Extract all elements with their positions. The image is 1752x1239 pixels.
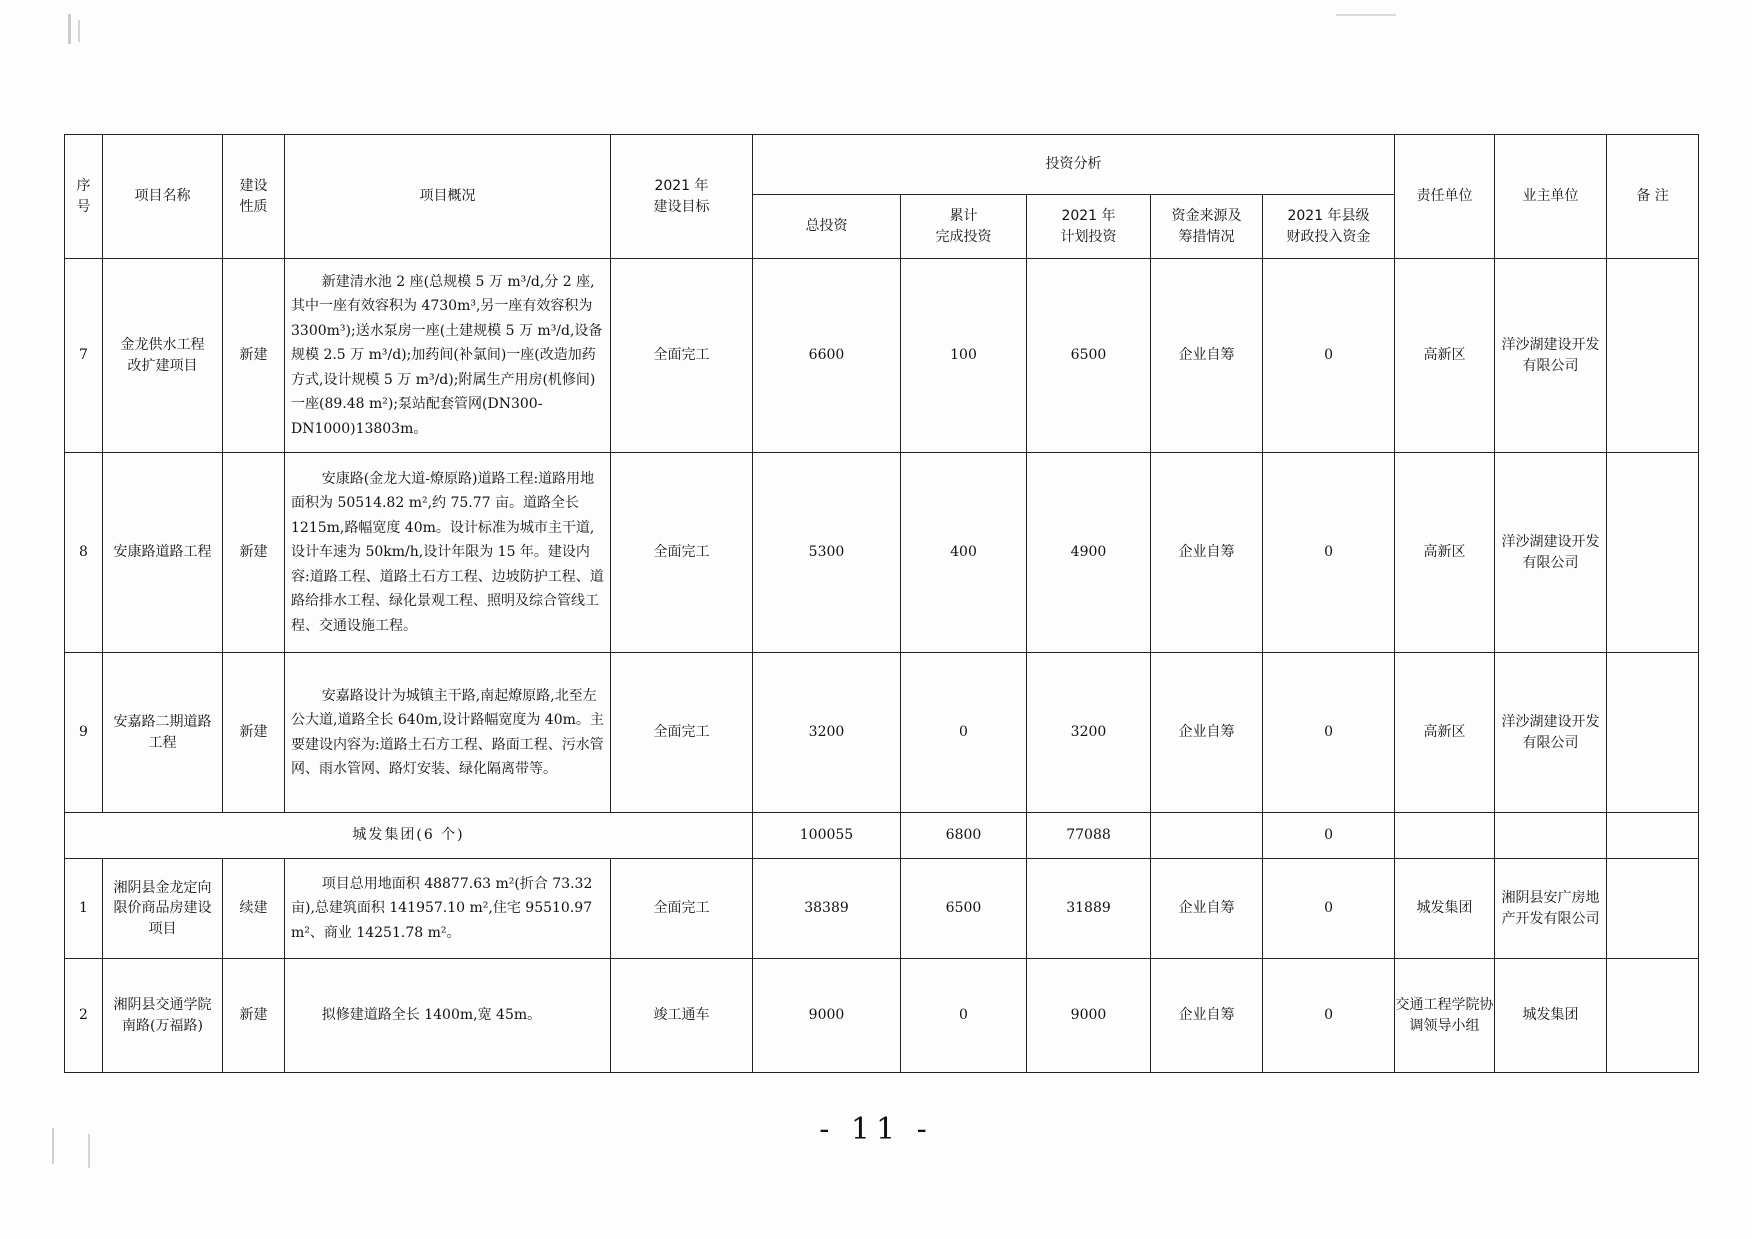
cell-name: 湘阴县交通学院 南路(万福路) [103, 959, 223, 1073]
scan-mark-top-right [1336, 14, 1396, 16]
header-total: 总投资 [753, 195, 901, 259]
cell-responsible: 高新区 [1395, 653, 1495, 813]
cell-responsible: 高新区 [1395, 453, 1495, 653]
cell-remark [1607, 653, 1699, 813]
scan-mark-top-left [68, 14, 71, 44]
cell-target: 全面完工 [611, 653, 753, 813]
cell-plan: 9000 [1027, 959, 1151, 1073]
cell-plan: 6500 [1027, 259, 1151, 453]
cell-total: 38389 [753, 859, 901, 959]
cell-cumulative: 0 [901, 959, 1027, 1073]
header-cumulative: 累计 完成投资 [901, 195, 1027, 259]
group-subtotal-row [65, 813, 1699, 859]
cell-name: 金龙供水工程 改扩建项目 [103, 259, 223, 453]
cell-plan: 31889 [1027, 859, 1151, 959]
cell-cumulative: 0 [901, 653, 1027, 813]
group-responsible [1395, 813, 1495, 859]
cell-target: 全面完工 [611, 453, 753, 653]
table-row [65, 959, 1699, 1073]
cell-nature: 新建 [223, 959, 285, 1073]
table-row [65, 453, 1699, 653]
cell-target: 全面完工 [611, 859, 753, 959]
header-row-1 [65, 135, 1699, 195]
header-responsible: 责任单位 [1395, 135, 1495, 259]
cell-source: 企业自筹 [1151, 259, 1263, 453]
cell-cumulative: 400 [901, 453, 1027, 653]
cell-plan: 4900 [1027, 453, 1151, 653]
group-source [1151, 813, 1263, 859]
header-target: 2021 年 建设目标 [611, 135, 753, 259]
cell-total: 3200 [753, 653, 901, 813]
cell-fiscal: 0 [1263, 653, 1395, 813]
cell-source: 企业自筹 [1151, 959, 1263, 1073]
cell-name: 安嘉路二期道路 工程 [103, 653, 223, 813]
header-name: 项目名称 [103, 135, 223, 259]
header-invest-group: 投资分析 [753, 135, 1395, 195]
cell-seq: 2 [65, 959, 103, 1073]
cell-nature: 新建 [223, 653, 285, 813]
cell-owner: 洋沙湖建设开发 有限公司 [1495, 453, 1607, 653]
header-plan: 2021 年 计划投资 [1027, 195, 1151, 259]
cell-nature: 新建 [223, 259, 285, 453]
cell-responsible: 高新区 [1395, 259, 1495, 453]
cell-source: 企业自筹 [1151, 653, 1263, 813]
header-source: 资金来源及 筹措情况 [1151, 195, 1263, 259]
cell-name: 安康路道路工程 [103, 453, 223, 653]
cell-owner: 洋沙湖建设开发 有限公司 [1495, 259, 1607, 453]
cell-target: 全面完工 [611, 259, 753, 453]
cell-owner: 城发集团 [1495, 959, 1607, 1073]
header-overview: 项目概况 [285, 135, 611, 259]
group-cumulative: 6800 [901, 813, 1027, 859]
header-seq: 序 号 [65, 135, 103, 259]
cell-total: 6600 [753, 259, 901, 453]
cell-overview: 项目总用地面积 48877.63 m²(折合 73.32 亩),总建筑面积 141957.10 m²,住宅 95510.97 m²、商业 14251.78 m²。 [285, 859, 611, 959]
header-remark: 备 注 [1607, 135, 1699, 259]
group-owner [1495, 813, 1607, 859]
group-remark [1607, 813, 1699, 859]
table-row [65, 859, 1699, 959]
table-row [65, 653, 1699, 813]
cell-source: 企业自筹 [1151, 859, 1263, 959]
cell-total: 9000 [753, 959, 901, 1073]
group-fiscal: 0 [1263, 813, 1395, 859]
project-table [64, 134, 1699, 1073]
cell-seq: 9 [65, 653, 103, 813]
cell-owner: 洋沙湖建设开发 有限公司 [1495, 653, 1607, 813]
group-name: 城发集团(6 个) [65, 813, 753, 859]
page-number: - 11 - [819, 1112, 933, 1147]
cell-responsible: 城发集团 [1395, 859, 1495, 959]
cell-overview: 安嘉路设计为城镇主干路,南起燎原路,北至左公大道,道路全长 640m,设计路幅宽度为 40m。主要建设内容为:道路土石方工程、路面工程、污水管网、雨水管网、路灯安装、绿化隔离带等。 [285, 653, 611, 813]
cell-remark [1607, 259, 1699, 453]
cell-cumulative: 100 [901, 259, 1027, 453]
cell-overview: 拟修建道路全长 1400m,宽 45m。 [285, 959, 611, 1073]
cell-remark [1607, 959, 1699, 1073]
cell-fiscal: 0 [1263, 259, 1395, 453]
cell-plan: 3200 [1027, 653, 1151, 813]
cell-seq: 8 [65, 453, 103, 653]
cell-total: 5300 [753, 453, 901, 653]
cell-seq: 1 [65, 859, 103, 959]
cell-overview: 安康路(金龙大道-燎原路)道路工程:道路用地面积为 50514.82 m²,约 75.77 亩。道路全长 1215m,路幅宽度 40m。设计标准为城市主干道,设计车速为 50km/h,设计年限为 15 年。建设内容:道路工程、道路土石方工程、边坡防护工程、道路给排水工程、绿化景观工程、照明及综合管线工程、交通设施工程。 [285, 453, 611, 653]
cell-owner: 湘阴县安广房地 产开发有限公司 [1495, 859, 1607, 959]
cell-nature: 续建 [223, 859, 285, 959]
cell-target: 竣工通车 [611, 959, 753, 1073]
cell-overview: 新建清水池 2 座(总规模 5 万 m³/d,分 2 座,其中一座有效容积为 4730m³,另一座有效容积为 3300m³);送水泵房一座(土建规模 5 万 m³/d,设备规模 2.5 万 m³/d);加药间(补氯间)一座(改造加药方式,设计规模 5 万 m³/d);附属生产用房(机修间)一座(89.48 m²);泵站配套管网(DN300-DN1000)13803m。 [285, 259, 611, 453]
cell-cumulative: 6500 [901, 859, 1027, 959]
cell-nature: 新建 [223, 453, 285, 653]
cell-source: 企业自筹 [1151, 453, 1263, 653]
cell-fiscal: 0 [1263, 959, 1395, 1073]
scan-mark-top-left-2 [78, 20, 80, 42]
group-total: 100055 [753, 813, 901, 859]
cell-name: 湘阴县金龙定向 限价商品房建设 项目 [103, 859, 223, 959]
cell-responsible: 交通工程学院协调领导小组 [1395, 959, 1495, 1073]
table-row [65, 259, 1699, 453]
cell-fiscal: 0 [1263, 453, 1395, 653]
group-plan: 77088 [1027, 813, 1151, 859]
cell-remark [1607, 453, 1699, 653]
cell-seq: 7 [65, 259, 103, 453]
cell-fiscal: 0 [1263, 859, 1395, 959]
header-fiscal: 2021 年县级 财政投入资金 [1263, 195, 1395, 259]
cell-remark [1607, 859, 1699, 959]
header-owner: 业主单位 [1495, 135, 1607, 259]
header-nature: 建设 性质 [223, 135, 285, 259]
